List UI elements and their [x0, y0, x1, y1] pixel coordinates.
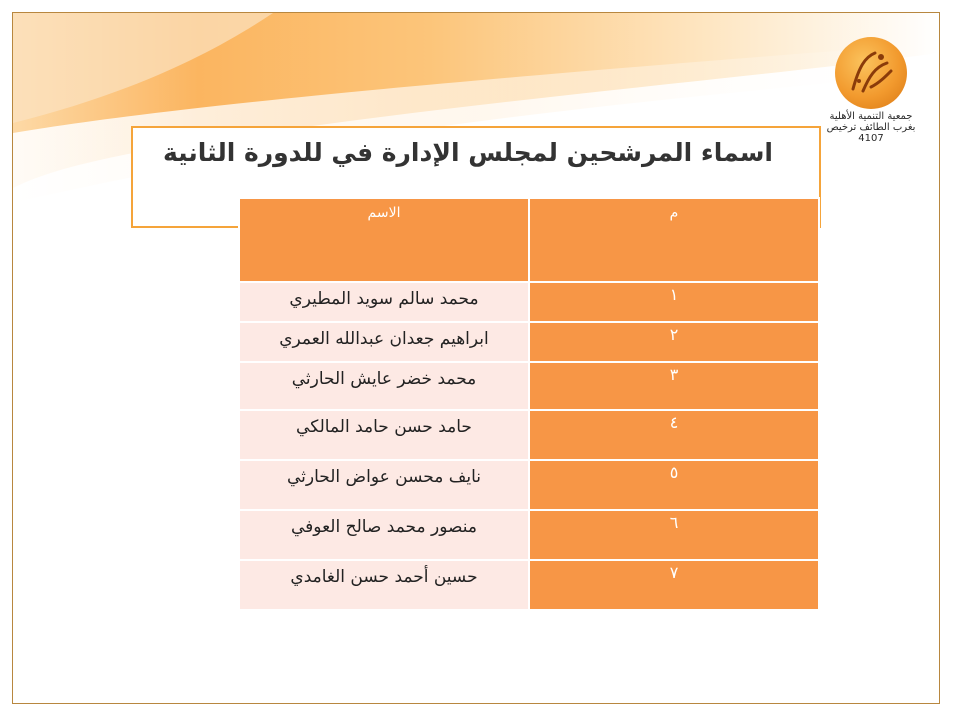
- table-row: [239, 282, 819, 322]
- candidate-name-cell: حسين أحمد حسن الغامدي: [239, 560, 529, 610]
- candidate-number-cell: ٥: [529, 460, 819, 510]
- organization-logo: [821, 37, 921, 144]
- candidate-number-cell: ٦: [529, 510, 819, 560]
- candidates-table: [238, 197, 820, 611]
- candidate-name-cell: نايف محسن عواض الحارثي: [239, 460, 529, 510]
- page-title: اسماء المرشحين لمجلس الإدارة في للدورة الثانية: [162, 138, 773, 167]
- table-row: [239, 460, 819, 510]
- table-row: [239, 322, 819, 362]
- candidate-number-cell: ١: [529, 282, 819, 322]
- column-header-name: الاسم: [239, 198, 529, 282]
- table-header-row: [239, 198, 819, 282]
- column-header-number: م: [529, 198, 819, 282]
- candidate-name-cell: محمد سالم سويد المطيري: [239, 282, 529, 322]
- candidate-number-cell: ٣: [529, 362, 819, 410]
- organization-name-line2: بغرب الطائف ترخيص 4107: [826, 122, 916, 144]
- candidate-name-cell: محمد خضر عايش الحارثي: [239, 362, 529, 410]
- candidate-number-cell: ٤: [529, 410, 819, 460]
- candidate-number-cell: ٧: [529, 560, 819, 610]
- organization-name-line1: جمعية التنمية الأهلية: [829, 111, 913, 122]
- table-row: [239, 362, 819, 410]
- candidate-number-cell: ٢: [529, 322, 819, 362]
- table-row: [239, 410, 819, 460]
- organization-name: [821, 111, 921, 144]
- calligraphy-emblem-icon: [835, 37, 907, 109]
- candidate-name-cell: ابراهيم جعدان عبدالله العمري: [239, 322, 529, 362]
- candidate-name-cell: حامد حسن حامد المالكي: [239, 410, 529, 460]
- candidate-name-cell: منصور محمد صالح العوفي: [239, 510, 529, 560]
- table-row: [239, 560, 819, 610]
- table-row: [239, 510, 819, 560]
